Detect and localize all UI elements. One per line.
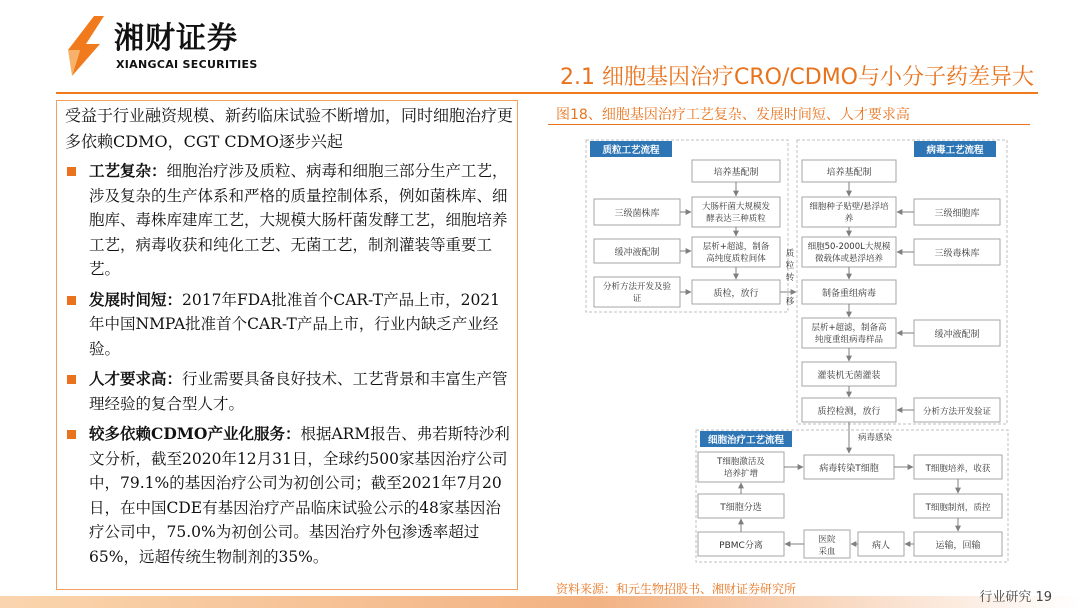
svg-text:大肠杆菌大规模发: 大肠杆菌大规模发 xyxy=(701,202,771,212)
svg-text:酵表达三种质粒: 酵表达三种质粒 xyxy=(706,214,766,224)
svg-text:分析方法开发验证: 分析方法开发验证 xyxy=(922,407,992,417)
svg-text:培养基配制: 培养基配制 xyxy=(826,168,872,178)
svg-text:PBMC分离: PBMC分离 xyxy=(719,541,763,551)
svg-text:运输，回输: 运输，回输 xyxy=(935,541,981,551)
svg-text:T细胞分选: T细胞分选 xyxy=(720,503,762,513)
bullet-heading: 发展时间短： xyxy=(89,289,183,309)
svg-text:纯度重组病毒样品: 纯度重组病毒样品 xyxy=(814,335,884,345)
plasmid-node-purify xyxy=(692,237,780,267)
cell-node-harvest xyxy=(914,455,1002,479)
svg-text:微载体或悬浮培养: 微载体或悬浮培养 xyxy=(814,254,884,264)
bullet-text: 行业需要具备良好技术、工艺背景和丰富生产管理经验的复合型人才。 xyxy=(89,370,508,413)
svg-text:分析方法开发及验: 分析方法开发及验 xyxy=(602,282,672,292)
cell-node-activate xyxy=(698,452,784,482)
svg-text:层析+超滤，制备: 层析+超滤，制备 xyxy=(702,242,770,252)
plasmid-node-strain-bank xyxy=(594,199,680,225)
svg-text:医院: 医院 xyxy=(818,535,836,545)
cell-node-hospital xyxy=(804,530,850,558)
virus-node-fill xyxy=(802,362,896,386)
bullet-text: 2017年FDA批准首个CAR-T产品上市，2021年中国NMPA批准首个CAR-T产品上市，行业内缺乏产业经验。 xyxy=(89,290,501,358)
footer-stripe xyxy=(0,596,1080,608)
svg-text:三级菌株库: 三级菌株库 xyxy=(614,209,660,219)
page-title: 2.1 细胞基因治疗CRO/CDMO与小分子药差异大 xyxy=(560,65,1034,90)
plasmid-node-medium xyxy=(692,160,780,182)
cell-title: 细胞治疗工艺流程 xyxy=(707,435,785,446)
cell-node-transduce xyxy=(804,455,894,479)
virus-node-qc xyxy=(802,398,896,422)
svg-text:质: 质 xyxy=(785,249,795,259)
plasmid-title: 质粒工艺流程 xyxy=(602,145,660,156)
svg-text:三级细胞库: 三级细胞库 xyxy=(934,209,980,219)
svg-text:培养扩增: 培养扩增 xyxy=(723,469,759,479)
cell-node-patient xyxy=(858,532,904,556)
bullet-text: 细胞治疗涉及质粒、病毒和细胞三部分生产工艺，涉及复杂的生产体系和严格的质量控制体系，例如菌株库、细胞库、毒株库建库工艺，大规模大肠杆菌发酵工艺，细胞培养工艺，病毒收获和纯化工艺、无菌工艺，制剂灌装等重要工艺。 xyxy=(89,162,508,278)
brand-name-en: XIANGCAI SECURITIES xyxy=(116,58,258,71)
svg-text:培养基配制: 培养基配制 xyxy=(713,168,759,178)
plasmid-node-buffer xyxy=(594,239,680,263)
svg-text:养: 养 xyxy=(844,214,854,224)
svg-text:缓冲液配制: 缓冲液配制 xyxy=(934,330,980,340)
plasmid-node-method xyxy=(594,277,680,307)
virus-node-scale xyxy=(802,237,896,267)
virus-node-virus-bank xyxy=(914,239,1000,265)
footer-page-label: 行业研究 19 xyxy=(979,590,1052,605)
svg-text:病人: 病人 xyxy=(871,541,891,551)
virus-node-purify xyxy=(802,318,896,348)
virus-node-medium xyxy=(802,160,896,182)
virus-node-cell-bank xyxy=(914,199,1000,225)
svg-text:质检，放行: 质检，放行 xyxy=(713,289,759,299)
bullet-heading: 人才要求高： xyxy=(89,369,183,388)
svg-text:转: 转 xyxy=(785,273,795,283)
plasmid-transfer-label xyxy=(786,248,795,307)
svg-text:T细胞培养，收获: T细胞培养，收获 xyxy=(925,464,991,474)
virus-node-buffer xyxy=(914,320,1000,346)
svg-text:采血: 采血 xyxy=(818,547,836,557)
cell-node-pbmc xyxy=(698,532,784,556)
source-note: 资料来源：和元生物招股书、湘财证券研究所 xyxy=(556,582,797,596)
svg-text:粒: 粒 xyxy=(785,261,795,271)
svg-text:T细胞激活及: T细胞激活及 xyxy=(717,457,765,467)
svg-text:灌装机无菌灌装: 灌装机无菌灌装 xyxy=(817,371,881,381)
svg-text:质控检测，放行: 质控检测，放行 xyxy=(817,407,881,417)
cell-node-separate xyxy=(698,494,784,518)
bullet-heading: 较多依赖CDMO产业化服务： xyxy=(89,424,301,443)
svg-text:三级毒株库: 三级毒株库 xyxy=(934,249,980,259)
svg-text:T细胞制剂，质控: T细胞制剂，质控 xyxy=(925,503,991,513)
svg-text:病毒转染T细胞: 病毒转染T细胞 xyxy=(819,464,879,474)
virus-node-recombinant xyxy=(802,280,896,304)
svg-text:证: 证 xyxy=(632,294,642,304)
figure-caption: 图18、细胞基因治疗工艺复杂、发展时间短、人才要求高 xyxy=(556,107,910,123)
svg-text:移: 移 xyxy=(785,297,795,307)
svg-text:细胞种子贴壁/悬浮培: 细胞种子贴壁/悬浮培 xyxy=(809,202,889,212)
virus-title: 病毒工艺流程 xyxy=(926,145,984,156)
virus-infection-label: 病毒感染 xyxy=(858,433,893,443)
svg-text:层析+超滤，制备高: 层析+超滤，制备高 xyxy=(811,323,887,333)
bullet-text: 根据ARM报告、弗若斯特沙利文分析，截至2020年12月31日，全球约500家基因治疗公司中，79.1%的基因治疗公司为初创公司；截至2021年7月20日，在中国CDE有基因治疗产品临床试验公示的48家基因治疗公司中，75.0%为初创公司。基因治疗外包渗透率超过65%，远超传统生物制剂的35%。 xyxy=(89,425,510,566)
brand-name-cn: 湘财证券 xyxy=(114,21,238,56)
bullet-heading: 工艺复杂： xyxy=(89,161,167,180)
lead-paragraph: 受益于行业融资规模、新药临床试验不断增加，同时细胞治疗更多依赖CDMO，CGT CDMO逐步兴起 xyxy=(65,106,514,151)
svg-text:制备重组病毒: 制备重组病毒 xyxy=(821,289,877,299)
svg-text:高纯度质粒间体: 高纯度质粒间体 xyxy=(706,254,766,264)
plasmid-node-ecoli xyxy=(692,197,780,227)
svg-text:缓冲液配制: 缓冲液配制 xyxy=(614,248,660,258)
virus-node-seed xyxy=(802,197,896,227)
svg-text:细胞50-2000L大规模: 细胞50-2000L大规模 xyxy=(807,242,891,252)
cell-node-formulate xyxy=(914,494,1002,518)
plasmid-node-qc xyxy=(692,280,780,304)
cell-node-transport xyxy=(914,532,1002,556)
virus-node-method xyxy=(914,398,1000,422)
